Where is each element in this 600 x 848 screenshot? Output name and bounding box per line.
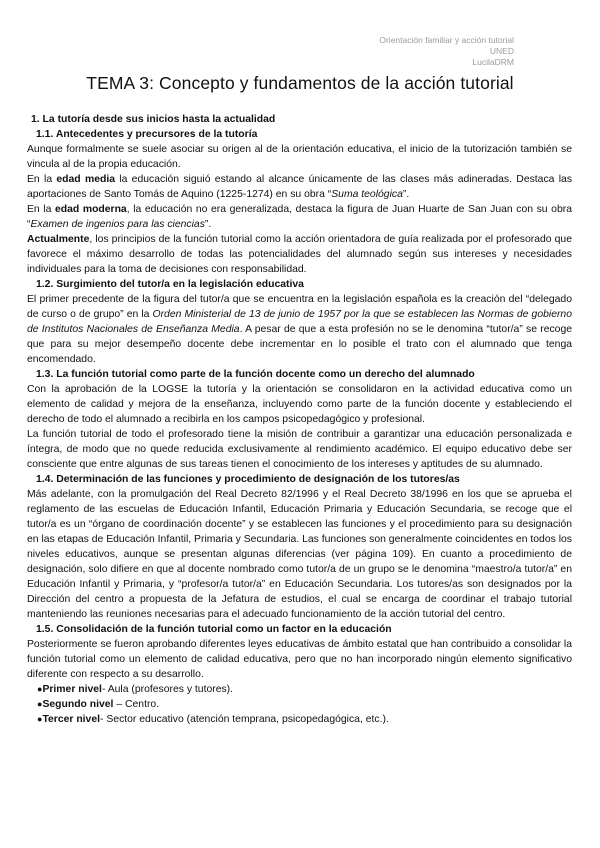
subsection-heading: 1.2. Surgimiento del tutor/a en la legislación educativa	[36, 279, 304, 290]
section-heading: 1. La tutoría desde sus inicios hasta la actualidad	[31, 114, 276, 125]
subsection-heading: 1.1. Antecedentes y precursores de la tutoría	[36, 129, 258, 140]
header-university: UNED	[489, 46, 514, 56]
header-course: Orientación familiar y acción tutorial	[379, 35, 514, 45]
header-author: LucilaDRM	[472, 57, 514, 67]
document-title: TEMA 3: Concepto y fundamentos de la acción tutorial	[86, 73, 514, 93]
bullet-icon: ●	[37, 714, 43, 724]
document-header	[379, 35, 514, 68]
paragraph: Posteriormente se fueron aprobando diferentes leyes educativas de ámbito estatal que han contribuido a consolidar la función tutorial como un elemento de calidad educativa, pero que no han incorporado ningún elemento significativo diferente con respecto a su desarrollo.	[27, 639, 572, 680]
paragraph: Aunque formalmente se suele asociar su origen al de la orientación educativa, el inicio de la tutorización también se vincula al de la propia educación.	[27, 144, 572, 170]
paragraph: Con la aprobación de la LOGSE la tutoría y la orientación se consolidaron en la actividad educativa como un elemento de calidad y mejora de la enseñanza, incluyendo como parte de la función docente y estableciendo el derecho de todo el alumnado a recibirla en los campos psicopedagógico y profesional.	[27, 384, 572, 425]
subsection-heading: 1.5. Consolidación de la función tutorial como un factor en la educación	[36, 624, 392, 635]
bullet-icon: ●	[37, 684, 43, 694]
list-item: ●Primer nivel- Aula (profesores y tutores).	[37, 684, 234, 695]
level-list	[37, 682, 572, 727]
paragraph: Más adelante, con la promulgación del Real Decreto 82/1996 y el Real Decreto 38/1996 en los que se aprueba el reglamento de las escuelas de Educación Infantil, Educación Primaria y Educación Secundaria, se recoge que el tutor/a es un “órgano de coordinación docente” y se establecen las funciones y el procedimiento para su designación en las etapas de Educación Infantil, Primaria y Secundaria. Las funciones son generalmente coincidentes en todos los niveles educativos, aunque se presentan algunas diferencias (ver página 109). En cuanto a procedimiento de designación, solo difiere en que al docente nombrado como tutor/a de un grupo se le denomina “maestro/a tutor/a” en Educación Infantil y Primaria, y “profesor/a tutor/a” en Educación Secundaria. Los tutores/as son designados por la Dirección del centro a propuesta de la Jefatura de estudios, el cual se encarga de coordinar el trabajo tutorial manteniendo las reuniones necesarias para el adecuado funcionamiento de la acción tutorial del centro.	[27, 489, 572, 620]
paragraph: En la edad media la educación siguió estando al alcance únicamente de las clases más adineradas. Destaca las aportaciones de Santo Tomás de Aquino (1225-1274) en su obra “Suma teológica”.	[27, 174, 573, 200]
paragraph: El primer precedente de la figura del tutor/a que se encuentra en la legislación española es la creación del “delegado de curso o de grupo” en la Orden Ministerial de 13 de junio de 1957 por la que se establecen las Normas de gobierno de Institutos Nacionales de Enseñanza Media. A pesar de que a esta profesión no se le denomina “tutor/a” se recoge que para su mejor desempeño docente debe incrementar en lo posible el trato con el alumnado que tenga encomendado.	[27, 294, 572, 365]
subsection-heading: 1.3. La función tutorial como parte de la función docente como un derecho del alumnado	[36, 369, 475, 380]
list-item: ●Segundo nivel – Centro.	[37, 699, 160, 710]
paragraph: En la edad moderna, la educación no era generalizada, destaca la figura de Juan Huarte de San Juan con su obra “Examen de ingenios para las ciencias”.	[27, 204, 572, 230]
paragraph: Actualmente, los principios de la función tutorial como la acción orientadora de guía realizada por el profesorado que favorece el máximo desarrollo de todas las potencialidades del alumnado según sus intereses y necesidades individuales para la toma de decisiones con responsabilidad.	[27, 234, 572, 275]
list-item: ●Tercer nivel- Sector educativo (atención temprana, psicopedagógica, etc.).	[37, 714, 389, 725]
document-body	[27, 112, 572, 727]
bullet-icon: ●	[37, 699, 43, 709]
paragraph: La función tutorial de todo el profesorado tiene la misión de contribuir a garantizar una educación personalizada e íntegra, de modo que no quede reducida exclusivamente al rendimiento académico. El equipo educativo debe ser consciente que entre algunas de sus tareas tienen el conocimiento de los intereses y aptitudes de su alumnado.	[27, 429, 572, 470]
subsection-heading: 1.4. Determinación de las funciones y procedimiento de designación de los tutores/as	[36, 474, 460, 485]
